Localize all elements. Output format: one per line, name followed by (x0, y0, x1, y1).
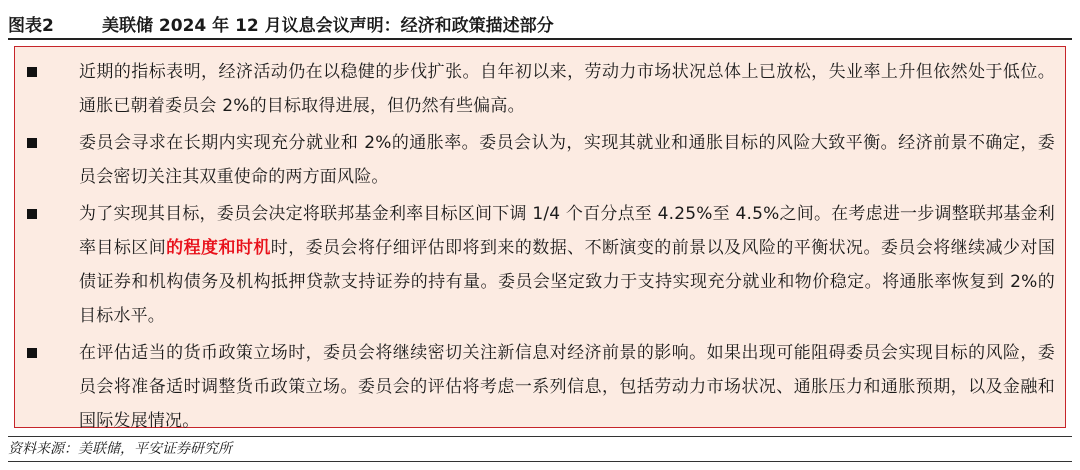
square-bullet-icon (27, 209, 41, 219)
square-bullet-icon (27, 138, 41, 148)
square-bullet-icon (27, 67, 41, 77)
item-text: 委员会寻求在长期内实现充分就业和 2%的通胀率。委员会认为，实现其就业和通胀目标的风险大致平衡。经济前景不确定，委员会密切关注其双重使命的两方面风险。 (79, 133, 1055, 187)
highlighted-phrase: 的程度和时机 (166, 238, 271, 258)
list-item (27, 55, 1055, 123)
item-text-after: 时，委员会将仔细评估即将到来的数据、不断演变的前景以及风险的平衡状况。委员会将继续减少对国债证券和机构债务及机构抵押贷款支持证券的持有量。委员会坚定致力于支持实现充分就业和物价稳定。将通胀率恢复到 2%的目标水平。 (79, 238, 1056, 326)
statement-panel (14, 46, 1066, 431)
list-item (27, 336, 1055, 438)
figure-title: 美联储 2024 年 12 月议息会议声明：经济和政策描述部分 (102, 15, 554, 36)
item-text: 近期的指标表明，经济活动仍在以稳健的步伐扩张。自年初以来，劳动力市场状况总体上已放松，失业率上升但依然处于低位。通胀已朝着委员会 2%的目标取得进展，但仍然有些偏高。 (79, 62, 1055, 116)
item-text: 在评估适当的货币政策立场时，委员会将继续密切关注新信息对经济前景的影响。如果出现可能阻碍委员会实现目标的风险，委员会将准备适时调整货币政策立场。委员会的评估将考虑一系列信息，包括劳动力市场状况、通胀压力和通胀预期，以及金融和国际发展情况。 (79, 343, 1055, 431)
list-item (27, 126, 1055, 194)
figure-label: 图表2 (8, 15, 54, 36)
figure-header (8, 8, 1072, 40)
square-bullet-icon (27, 348, 41, 358)
item-text (79, 197, 1055, 333)
list-item (27, 197, 1055, 333)
source-note: 资料来源：美联储，平安证券研究所 (8, 436, 1072, 462)
item-text-before: 为了实现其目标，委员会决定将联邦基金利率目标区间下调 1/4 个百分点至 4.25%至 4.5%之间。在考虑进一步调整联邦基金利率目标区间 (79, 204, 1055, 258)
